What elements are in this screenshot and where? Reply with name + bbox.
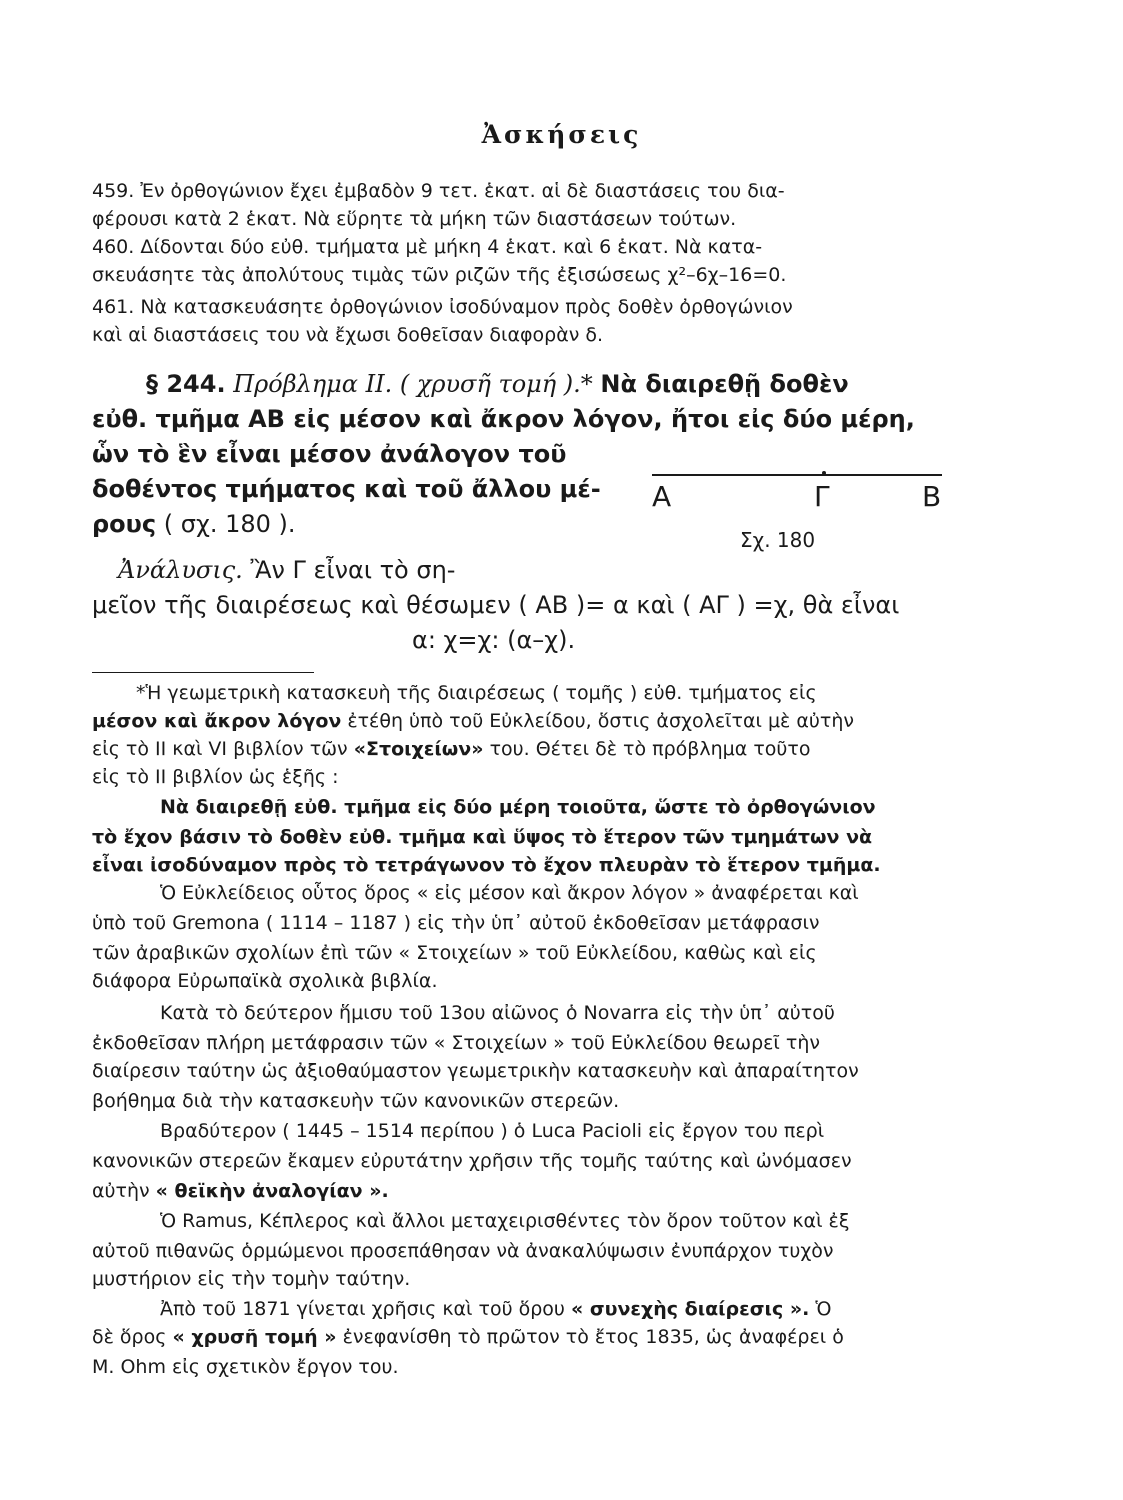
problem-text-start: Νὰ διαιρεθῇ δοθὲν	[600, 370, 849, 398]
figure-reference: ( σχ. 180 ).	[163, 510, 296, 538]
para-gremona-line4: διάφορα Εὐρωπαϊκὰ σχολικὰ βιβλία.	[92, 970, 438, 992]
analysis-line1-text: Ἂν Γ εἶναι τὸ ση-	[250, 556, 456, 584]
para-1871-end: Ὁ	[809, 1298, 832, 1320]
exercise-460-line2: σκευάσητε τὰς ἀπολύτους τιμὰς τῶν ριζῶν τῆς ἐξισώσεως χ²–6χ–16=0.	[92, 264, 787, 286]
footnote-emph-term: μέσον καὶ ἄκρον λόγον	[92, 710, 342, 732]
para-ramus-line2: αὐτοῦ πιθανῶς ὁρμώμενοι προσεπάθησαν νὰ ἀνακαλύψωσιν ἐνυπάρχον τυχὸν	[92, 1240, 834, 1262]
analysis-line1	[118, 556, 998, 584]
footnote-line1: *Ἡ γεωμετρικὴ κατασκευὴ τῆς διαιρέσεως ( τομῆς ) εὐθ. τμήματος εἰς	[136, 682, 817, 704]
figure-caption: Σχ. 180	[740, 528, 816, 552]
analysis-word: Ἀνάλυσις.	[118, 556, 243, 584]
problem-number: § 244.	[146, 370, 226, 398]
point-a-label: Α	[652, 480, 672, 513]
problem-line5	[92, 510, 972, 538]
golden-section-term: « χρυσῆ τομή »	[172, 1326, 337, 1348]
para-ramus-line3: μυστήριον εἰς τὴν τομὴν ταύτην.	[92, 1268, 411, 1290]
point-b-label: Β	[922, 480, 942, 513]
para-novarra-line3: διαίρεσιν ταύτην ὡς ἀξιοθαύμαστον γεωμετρικὴν κατασκευὴν καὶ ἀπαραίτητον	[92, 1060, 859, 1082]
segment-ab-line	[652, 474, 942, 476]
exercise-460-line1: 460. Δίδονται δύο εὐθ. τμήματα μὲ μήκη 4 ἑκατ. καὶ 6 ἑκατ. Νὰ κατα-	[92, 236, 763, 258]
problem-heading-line	[146, 370, 1026, 398]
problem-line3: ὧν τὸ ἓν εἶναι μέσον ἀνάλογον τοῦ	[92, 440, 567, 468]
para-gremona-line1: Ὁ Εὐκλείδειος οὗτος ὅρος « εἰς μέσον καὶ ἄκρον λόγον » ἀναφέρεται καὶ	[160, 882, 859, 904]
footnote-stoicheia: «Στοιχείων»	[353, 738, 484, 760]
para-novarra-line4: βοήθημα διὰ τὴν κατασκευὴν τῶν κανονικῶν στερεῶν.	[92, 1090, 620, 1112]
footnote-line2-rest: ἐτέθη ὑπὸ τοῦ Εὐκλείδου, ὅστις ἀσχολεῖται μὲ αὐτὴν	[341, 710, 854, 732]
para-pacioli-line2: κανονικῶν στερεῶν ἔκαμεν εὐρυτάτην χρῆσιν τῆς τομῆς ταύτης καὶ ὠνόμασεν	[92, 1150, 852, 1172]
para-gremona-line3: τῶν ἀραβικῶν σχολίων ἐπὶ τῶν « Στοιχείων » τοῦ Εὐκλείδου, καθὼς καὶ εἰς	[92, 942, 817, 964]
problem-line4: δοθέντος τμήματος καὶ τοῦ ἄλλου μέ-	[92, 475, 601, 503]
para-1871-line2	[92, 1326, 972, 1348]
para-pacioli-line3-start: αὐτὴν	[92, 1180, 156, 1202]
euclid-quote-line3: εἶναι ἰσοδύναμον πρὸς τὸ τετράγωνον τὸ ἔχον πλευρὰν τὸ ἕτερον τμῆμα.	[92, 854, 881, 876]
para-1871-line3: M. Ohm εἰς σχετικὸν ἔργον του.	[92, 1356, 399, 1378]
para-ramus-line1: Ὁ Ramus, Κέπλερος καὶ ἄλλοι μεταχειρισθέντες τὸν ὅρον τοῦτον καὶ ἐξ	[160, 1210, 850, 1232]
exercise-461-line2: καὶ αἱ διαστάσεις του νὰ ἔχωσι δοθεῖσαν διαφορὰν δ.	[92, 324, 604, 346]
exercise-461-line1: 461. Νὰ κατασκευάσητε ὀρθογώνιον ἰσοδύναμον πρὸς δοθὲν ὀρθογώνιον	[92, 296, 793, 318]
section-title: Ἀσκήσεις	[481, 120, 642, 149]
para-1871-line2-end: ἐνεφανίσθη τὸ πρῶτον τὸ ἔτος 1835, ὡς ἀναφέρει ὁ	[336, 1326, 844, 1348]
para-novarra-line1: Κατὰ τὸ δεύτερον ἥμισυ τοῦ 13ου αἰῶνος ὁ Novarra εἰς τὴν ὑπ᾽ αὐτοῦ	[160, 1002, 835, 1024]
point-g-marker	[822, 471, 826, 475]
continuous-division-term: « συνεχὴς διαίρεσις ».	[570, 1298, 810, 1320]
footnote-line2	[92, 710, 972, 732]
exercise-459-line1: 459. Ἐν ὀρθογώνιον ἔχει ἐμβαδὸν 9 τετ. ἑκατ. αἱ δὲ διαστάσεις του δια-	[92, 180, 785, 202]
footnote-line3	[92, 738, 972, 760]
analysis-line2: μεῖον τῆς διαιρέσεως καὶ θέσωμεν ( ΑΒ )= α καὶ ( ΑΓ ) =χ, θὰ εἶναι	[92, 591, 900, 619]
footnote-line4: εἰς τὸ ΙΙ βιβλίον ὡς ἑξῆς :	[92, 766, 339, 788]
problem-line2: εὐθ. τμῆμα ΑΒ εἰς μέσον καὶ ἄκρον λόγον, ἤτοι εἰς δύο μέρη,	[92, 405, 915, 433]
para-novarra-line2: ἐκδοθεῖσαν πλήρη μετάφρασιν τῶν « Στοιχείων » τοῦ Εὐκλείδου θεωρεῖ τὴν	[92, 1032, 820, 1054]
para-1871-start: Ἀπὸ τοῦ 1871 γίνεται χρῆσις καὶ τοῦ ὅρου	[160, 1298, 571, 1320]
analysis-equation: α: χ=χ: (α–χ).	[412, 626, 576, 654]
para-pacioli-line3	[92, 1180, 972, 1202]
footnote-rule	[92, 672, 314, 673]
euclid-quote-line2: τὸ ἔχον βάσιν τὸ δοθὲν εὐθ. τμῆμα καὶ ὕψος τὸ ἕτερον τῶν τμημάτων νὰ	[92, 826, 873, 848]
para-1871-line2-start: δὲ ὅρος	[92, 1326, 173, 1348]
problem-title: Πρόβλημα ΙΙ. ( χρυσῆ τομή ).*	[233, 370, 593, 398]
exercise-459-line2: φέρουσι κατὰ 2 ἑκατ. Νὰ εὕρητε τὰ μήκη τῶν διαστάσεων τούτων.	[92, 208, 737, 230]
divine-proportion-term: « θεϊκὴν ἀναλογίαν ».	[155, 1180, 389, 1202]
euclid-quote-line1: Νὰ διαιρεθῇ εὐθ. τμῆμα εἰς δύο μέρη τοιοῦτα, ὥστε τὸ ὀρθογώνιον	[160, 796, 876, 818]
para-1871-line1	[160, 1298, 1040, 1320]
footnote-line3-start: εἰς τὸ ΙΙ καὶ VI βιβλίον τῶν	[92, 738, 354, 760]
para-gremona-line2: ὑπὸ τοῦ Gremona ( 1114 – 1187 ) εἰς τὴν ὑπ᾽ αὐτοῦ ἐκδοθεῖσαν μετάφρασιν	[92, 912, 820, 934]
problem-line5-word: ρους	[92, 510, 157, 538]
para-pacioli-line1: Βραδύτερον ( 1445 – 1514 περίπου ) ὁ Luca Pacioli εἰς ἔργον του περὶ	[160, 1120, 825, 1142]
point-g-label: Γ	[814, 480, 830, 513]
footnote-line3-end: του. Θέτει δὲ τὸ πρόβλημα τοῦτο	[483, 738, 811, 760]
